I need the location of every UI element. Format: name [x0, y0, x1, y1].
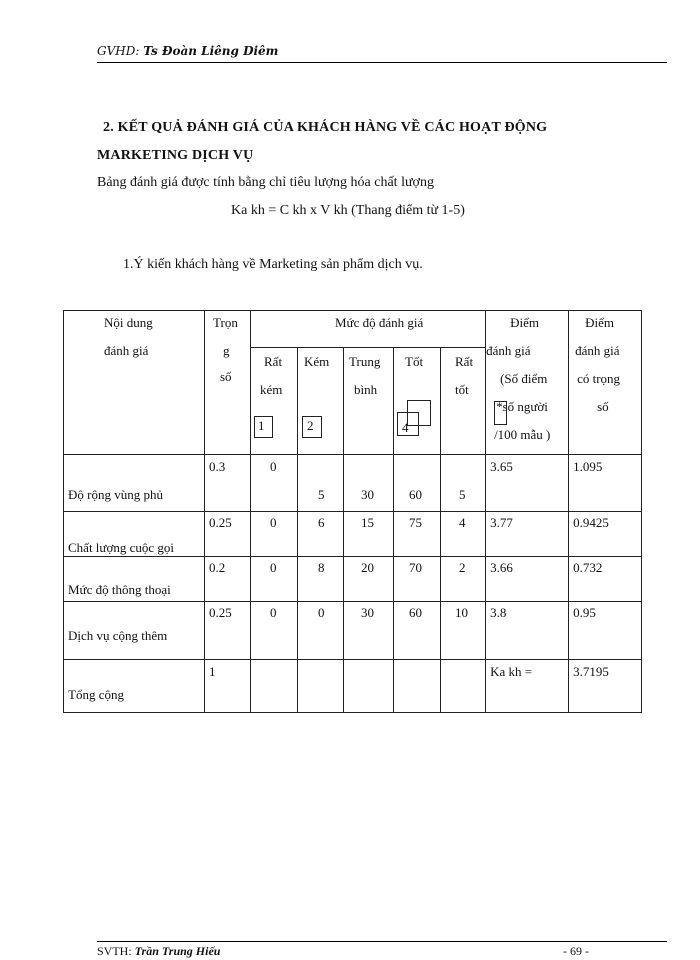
- footer-label: SVTH:: [97, 944, 132, 958]
- row-v2: 5: [318, 487, 325, 502]
- total-score-label: Ka kh =: [490, 664, 533, 679]
- row-weighted-score: 1.095: [573, 459, 603, 474]
- row-label: Chất lượng cuộc gọi: [68, 540, 174, 555]
- row-v2: 6: [318, 515, 325, 530]
- row-weighted-score: 0.95: [573, 605, 596, 620]
- row-v5: 5: [459, 487, 466, 502]
- row-score: 3.65: [490, 459, 513, 474]
- header-score-cell: Điểm đánh giá (Số điểm *số người /100 mẫu ): [486, 311, 569, 455]
- table-row: [64, 455, 642, 512]
- footer-rule: [97, 941, 667, 942]
- row-score: 3.77: [490, 515, 513, 530]
- row-weight: 0.3: [209, 459, 226, 474]
- row-v4: 60: [409, 605, 422, 620]
- row-v5: 2: [459, 560, 466, 575]
- page-number: - 69 -: [563, 944, 589, 958]
- header-level1-cell: Rất kém 1: [251, 348, 298, 455]
- header-name: Ts Đoàn Liêng Diêm: [143, 44, 279, 58]
- row-weight: 0.25: [209, 605, 232, 620]
- subheading-text: 1.Ý kiến khách hàng về Marketing sản phẩm dịch vụ.: [123, 257, 423, 272]
- row-v1: 0: [270, 459, 277, 474]
- row-v1: 0: [270, 515, 277, 530]
- row-weighted-score: 0.9425: [573, 515, 609, 530]
- row-v2: 0: [318, 605, 325, 620]
- header-level3-cell: Trung bình: [344, 348, 394, 455]
- table-row: [64, 512, 642, 557]
- row-score: 3.8: [490, 605, 507, 620]
- row-label: Mức độ thông thoại: [68, 582, 171, 597]
- table-row: [64, 557, 642, 602]
- section-title-line1: 2. KẾT QUẢ ĐÁNH GIÁ CỦA KHÁCH HÀNG VỀ CÁC HOẠT ĐỘNG: [103, 120, 548, 135]
- header-level2-cell: Kém 2: [298, 348, 344, 455]
- footer-name: Trần Trung Hiếu: [134, 944, 221, 958]
- row-v1: 0: [270, 605, 277, 620]
- table-total-row: [64, 660, 642, 713]
- score-checkbox-box: [494, 401, 507, 425]
- table-row: [64, 602, 642, 660]
- evaluation-table: [63, 310, 642, 713]
- row-label: Độ rộng vùng phủ: [68, 487, 163, 502]
- header-level4-cell: Tốt 4: [394, 348, 441, 455]
- header-weight-cell: Trọn g số: [205, 311, 251, 455]
- total-weight: 1: [209, 664, 216, 679]
- row-v4: 60: [409, 487, 422, 502]
- row-score: 3.66: [490, 560, 513, 575]
- header-rule: [97, 62, 667, 63]
- row-v4: 75: [409, 515, 422, 530]
- header-label: GVHD:: [97, 44, 140, 58]
- page-footer: [97, 944, 220, 959]
- row-weight: 0.2: [209, 560, 226, 575]
- row-v5: 10: [455, 605, 468, 620]
- total-weighted-score: 3.7195: [573, 664, 609, 679]
- row-v5: 4: [459, 515, 466, 530]
- level4-number-box-inner: [407, 400, 431, 426]
- header-level-cell: Mức độ đánh giá: [251, 311, 486, 348]
- row-weight: 0.25: [209, 515, 232, 530]
- row-v3: 30: [361, 605, 374, 620]
- total-label: Tổng cộng: [68, 687, 124, 702]
- row-v3: 20: [361, 560, 374, 575]
- formula-text: Ka kh = C kh x V kh (Thang điểm từ 1-5): [231, 203, 465, 218]
- section-title-line2: MARKETING DỊCH VỤ: [97, 148, 254, 163]
- row-v3: 15: [361, 515, 374, 530]
- header-content-cell: Nội dung đánh giá: [64, 311, 205, 455]
- row-v2: 8: [318, 560, 325, 575]
- page-header: [97, 44, 278, 58]
- row-label: Dịch vụ cộng thêm: [68, 628, 168, 643]
- row-v4: 70: [409, 560, 422, 575]
- row-weighted-score: 0.732: [573, 560, 603, 575]
- row-v1: 0: [270, 560, 277, 575]
- row-v3: 30: [361, 487, 374, 502]
- intro-text: Bảng đánh giá được tính bằng chỉ tiêu lượng hóa chất lượng: [97, 175, 434, 190]
- header-level5-cell: Rất tốt: [441, 348, 486, 455]
- header-weighted-score-cell: Điểm đánh giá có trọng số: [569, 311, 642, 455]
